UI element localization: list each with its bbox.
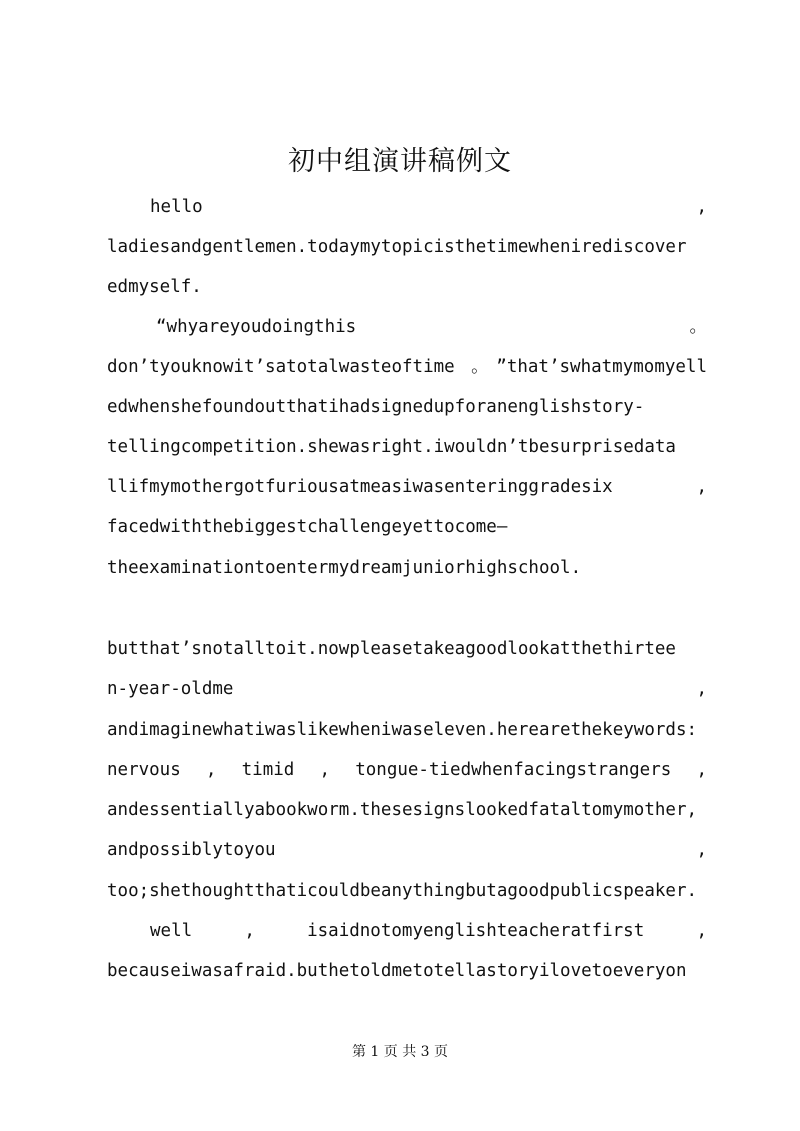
body-line: don’tyouknowit’satotalwasteoftime。”that’swhatmymomyell — [107, 357, 707, 377]
body-line: edmyself. — [107, 277, 202, 297]
body-line: edwhenshefoundoutthatihadsignedupforanenglishstory- — [107, 397, 645, 417]
body-line: becauseiwasafraid.buthetoldmetotellastoryilovetoeveryon — [107, 961, 687, 981]
body-line: facedwiththebiggestchallengeyettocome— — [107, 517, 508, 537]
body-line: nervous , timid , tongue-tiedwhenfacingstrangers , — [107, 760, 707, 780]
body-line: andimaginewhatiwaslikewheniwaseleven.herearethekeywords: — [107, 720, 698, 740]
body-line: llifmymothergotfuriousatmeasiwasenteringgradesix , — [107, 477, 707, 497]
document-title: 初中组演讲稿例文 — [288, 146, 512, 177]
page-number-footer: 第 1 页 共 3 页 — [351, 1044, 449, 1060]
body-line: andessentiallyabookworm.thesesignslookedfataltomymother, — [107, 800, 698, 820]
body-line: theexaminationtoentermydreamjuniorhighschool. — [107, 558, 582, 578]
body-line: too;shethoughtthaticouldbeanythingbutagoodpublicspeaker. — [107, 881, 698, 901]
body-line: well , isaidnotomyenglishteacheratfirst , — [150, 921, 707, 941]
body-line: “whyareyoudoingthis 。 — [156, 317, 707, 337]
body-line: n-year-oldme , — [107, 679, 707, 699]
body-line: andpossiblytoyou , — [107, 840, 707, 860]
body-line: hello , — [150, 197, 707, 217]
body-line: butthat’snotalltoit.nowpleasetakeagoodlookatthethirtee — [107, 639, 676, 659]
body-line: ladiesandgentlemen.todaymytopicisthetimewhenirediscover — [107, 237, 687, 257]
body-line: tellingcompetition.shewasright.iwouldn’tbesurprisedata — [107, 437, 676, 457]
